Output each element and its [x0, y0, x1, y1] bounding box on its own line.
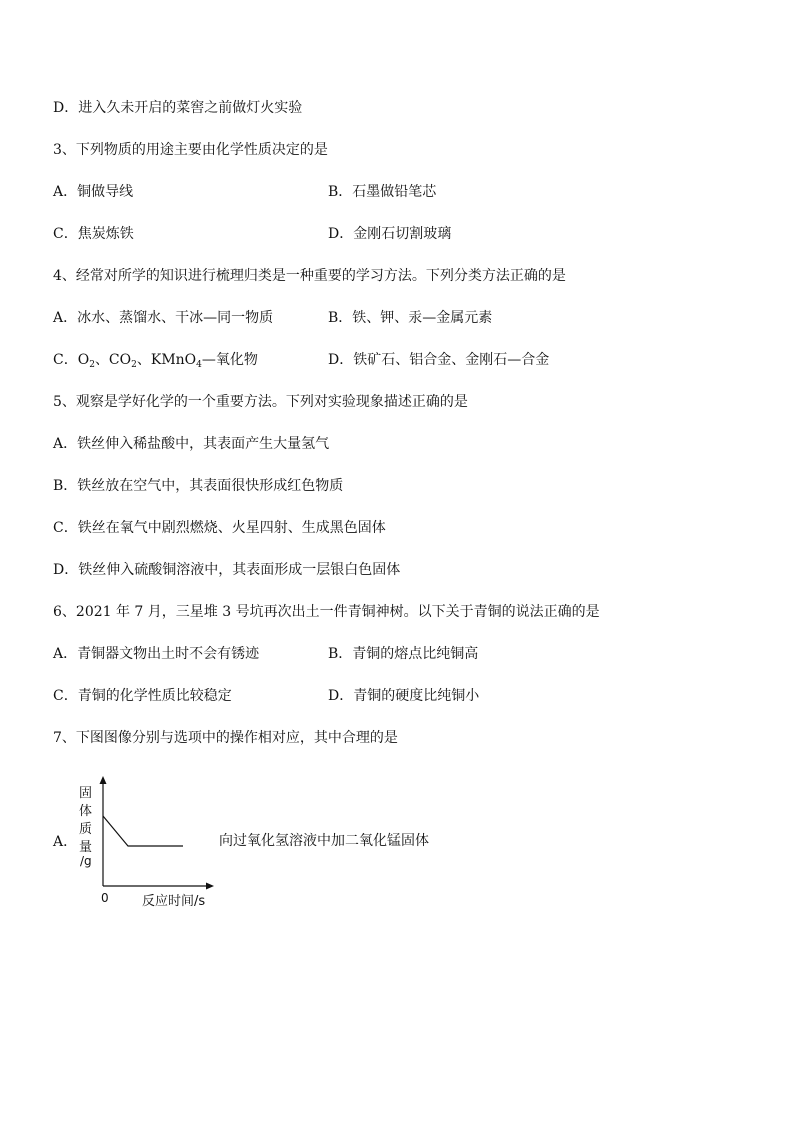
q6-stem: 6、2021 年 7 月，三星堆 3 号坑再次出土一件青铜神树。以下关于青铜的说法正确的是: [53, 604, 600, 620]
q4-c-prefix: C．O: [53, 352, 90, 368]
chart-ylabel-char-3: 质: [79, 822, 93, 837]
q4-stem: 4、经常对所学的知识进行梳理归类是一种重要的学习方法。下列分类方法正确的是: [53, 268, 566, 284]
chart-ylabel-unit: /g: [80, 854, 92, 868]
q3-stem: 3、下列物质的用途主要由化学性质决定的是: [53, 142, 328, 158]
chart-ylabel-char-2: 体: [79, 804, 93, 819]
chart-x-arrow: [206, 883, 214, 890]
q4-c-mid2: 、KMnO: [136, 352, 197, 368]
q6-option-a: A．青铜器文物出土时不会有锈迹: [53, 646, 260, 662]
q6-option-b: B．青铜的熔点比纯铜高: [328, 646, 479, 662]
q4-c-sub2: 2: [131, 360, 137, 370]
q3-option-b: B．石墨做铅笔芯: [328, 184, 437, 200]
q3-option-a: A．铜做导线: [53, 184, 134, 200]
q7-stem: 7、下图图像分别与选项中的操作相对应，其中合理的是: [53, 730, 398, 746]
q4-option-a: A．冰水、蒸馏水、干冰—同一物质: [53, 310, 274, 326]
q5-option-b: B．铁丝放在空气中，其表面很快形成红色物质: [53, 478, 344, 494]
q5-stem: 5、观察是学好化学的一个重要方法。下列对实验现象描述正确的是: [53, 394, 468, 410]
q4-option-c: [53, 350, 258, 370]
q5-option-a: A．铁丝伸入稀盐酸中，其表面产生大量氢气: [53, 436, 330, 452]
chart-origin-label: 0: [101, 891, 109, 905]
q5-option-d: D．铁丝伸入硫酸铜溶液中，其表面形成一层银白色固体: [53, 562, 401, 578]
q4-option-d: D．铁矿石、铝合金、金刚石—合金: [328, 352, 550, 368]
chart-y-arrow: [100, 776, 107, 784]
q7-chart: [75, 776, 225, 911]
q5-option-c: C．铁丝在氧气中剧烈燃烧、火星四射、生成黑色固体: [53, 520, 386, 536]
q7-option-a-desc: 向过氧化氢溶液中加二氧化锰固体: [219, 833, 429, 849]
q4-c-suffix: —氧化物: [201, 352, 258, 368]
q4-c-mid1: 、CO: [94, 352, 132, 368]
chart-ylabel-char-1: 固: [79, 786, 93, 801]
q4-option-b: B．铁、钾、汞—金属元素: [328, 310, 493, 326]
q2-option-d: D．进入久未开启的菜窖之前做灯火实验: [53, 100, 303, 116]
q4-c-sub1: 2: [89, 360, 95, 370]
q3-option-d: D．金刚石切割玻璃: [328, 226, 452, 242]
q3-option-c: C．焦炭炼铁: [53, 226, 134, 242]
chart-series-line: [103, 816, 183, 846]
q7-option-a-label: A．: [53, 834, 78, 850]
q4-c-sub3: 4: [196, 360, 202, 370]
q6-option-d: D．青铜的硬度比纯铜小: [328, 688, 480, 704]
chart-ylabel-char-4: 量: [79, 840, 93, 855]
chart-xlabel: 反应时间/s: [142, 894, 206, 909]
q6-option-c: C．青铜的化学性质比较稳定: [53, 688, 232, 704]
